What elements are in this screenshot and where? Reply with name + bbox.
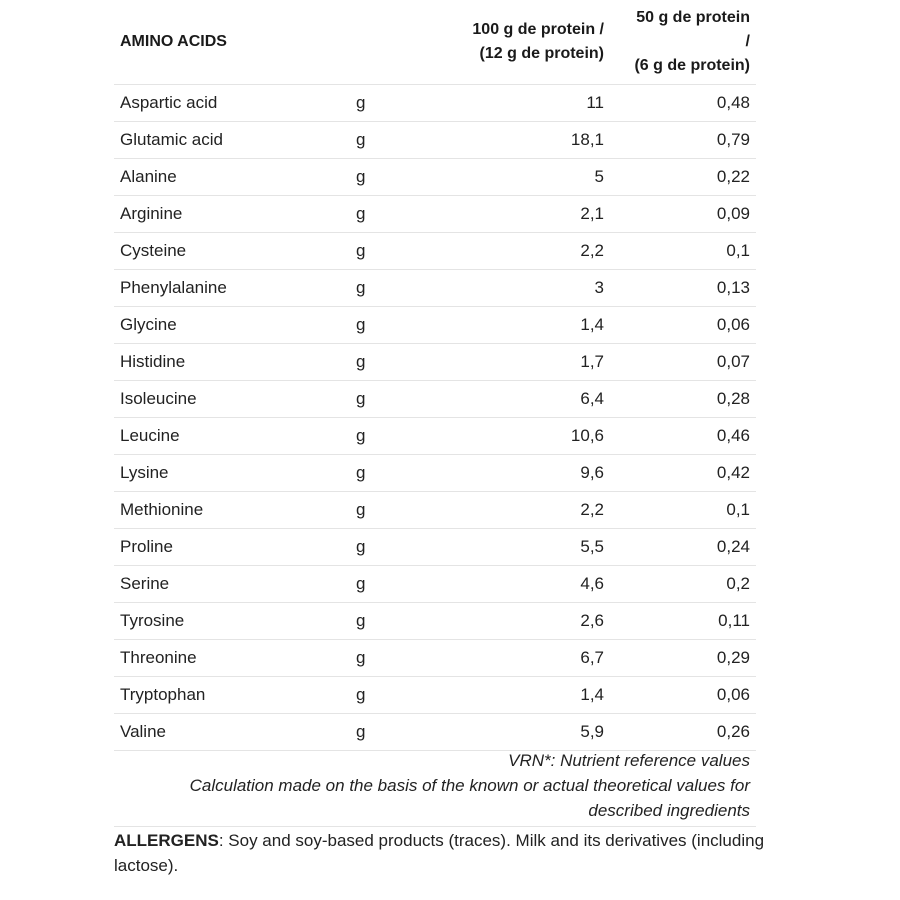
amino-acid-per-100g: 5,5 [414,529,610,566]
amino-acid-name: Aspartic acid [114,85,354,122]
amino-acid-per-50g: 0,46 [610,418,756,455]
header-per-50g-line2: / [745,33,750,50]
table-row [114,196,756,233]
amino-acid-per-50g: 0,28 [610,381,756,418]
table-row [114,566,756,603]
amino-acid-per-50g: 0,09 [610,196,756,233]
amino-acid-per-50g: 0,07 [610,344,756,381]
table-row [114,307,756,344]
amino-acid-unit: g [354,566,414,603]
header-per-100g-line1: 100 g de protein / [472,21,604,38]
allergens-label: ALLERGENS [114,831,219,850]
amino-acid-per-50g: 0,06 [610,307,756,344]
amino-acid-name: Glycine [114,307,354,344]
table-row [114,85,756,122]
table-row [114,492,756,529]
amino-acid-per-50g: 0,26 [610,714,756,751]
amino-acid-name: Alanine [114,159,354,196]
amino-acid-per-50g: 0,24 [610,529,756,566]
amino-acid-unit: g [354,159,414,196]
amino-acid-per-100g: 11 [414,85,610,122]
header-per-50g-line3: (6 g de protein) [634,57,750,74]
header-per-50g-line1: 50 g de protein [636,9,750,26]
amino-acid-per-100g: 5 [414,159,610,196]
amino-acid-per-100g: 1,4 [414,307,610,344]
amino-acids-table-wrapper [114,0,756,751]
footnotes-divider [114,826,756,827]
header-per-100g [414,0,610,85]
amino-acid-per-100g: 1,7 [414,344,610,381]
amino-acid-per-50g: 0,48 [610,85,756,122]
amino-acids-table [114,0,756,751]
amino-acid-unit: g [354,455,414,492]
amino-acid-unit: g [354,603,414,640]
amino-acid-unit: g [354,196,414,233]
table-row [114,381,756,418]
amino-acid-unit: g [354,307,414,344]
amino-acid-unit: g [354,270,414,307]
table-header [114,0,756,85]
table-row [114,603,756,640]
amino-acid-unit: g [354,677,414,714]
amino-acid-name: Valine [114,714,354,751]
table-body [114,85,756,751]
amino-acid-name: Isoleucine [114,381,354,418]
header-per-50g [610,0,756,85]
amino-acid-per-100g: 4,6 [414,566,610,603]
amino-acid-name: Threonine [114,640,354,677]
amino-acid-per-100g: 6,4 [414,381,610,418]
amino-acid-name: Cysteine [114,233,354,270]
table-row [114,344,756,381]
amino-acid-name: Arginine [114,196,354,233]
table-row [114,455,756,492]
table-row [114,270,756,307]
amino-acid-per-50g: 0,22 [610,159,756,196]
amino-acid-per-100g: 10,6 [414,418,610,455]
table-row [114,159,756,196]
amino-acid-name: Serine [114,566,354,603]
amino-acid-per-50g: 0,79 [610,122,756,159]
header-row [114,0,756,85]
amino-acid-unit: g [354,640,414,677]
amino-acid-name: Tryptophan [114,677,354,714]
amino-acid-per-100g: 3 [414,270,610,307]
table-row [114,714,756,751]
vrn-note: VRN*: Nutrient reference values [508,751,750,770]
amino-acid-per-50g: 0,1 [610,492,756,529]
allergens-statement [114,828,774,878]
amino-acid-per-100g: 5,9 [414,714,610,751]
amino-acid-name: Lysine [114,455,354,492]
amino-acid-name: Histidine [114,344,354,381]
amino-acid-per-100g: 6,7 [414,640,610,677]
amino-acid-name: Glutamic acid [114,122,354,159]
amino-acid-unit: g [354,344,414,381]
amino-acid-per-50g: 0,29 [610,640,756,677]
table-row [114,418,756,455]
calculation-note-line1: Calculation made on the basis of the known or actual theoretical values for [189,776,750,795]
table-row [114,122,756,159]
amino-acid-unit: g [354,122,414,159]
footnotes [114,748,750,823]
amino-acid-per-100g: 2,1 [414,196,610,233]
amino-acid-unit: g [354,233,414,270]
amino-acid-per-50g: 0,2 [610,566,756,603]
amino-acid-per-100g: 9,6 [414,455,610,492]
amino-acid-per-100g: 18,1 [414,122,610,159]
amino-acid-per-100g: 2,2 [414,492,610,529]
amino-acid-per-50g: 0,1 [610,233,756,270]
header-unit [354,0,414,85]
header-per-100g-line2: (12 g de protein) [479,45,604,62]
amino-acid-per-50g: 0,13 [610,270,756,307]
amino-acid-name: Proline [114,529,354,566]
calculation-note-line2: described ingredients [588,801,750,820]
amino-acid-name: Leucine [114,418,354,455]
amino-acid-per-50g: 0,11 [610,603,756,640]
amino-acid-unit: g [354,714,414,751]
table-row [114,640,756,677]
amino-acid-name: Phenylalanine [114,270,354,307]
amino-acid-per-50g: 0,42 [610,455,756,492]
amino-acid-per-100g: 2,6 [414,603,610,640]
amino-acid-unit: g [354,418,414,455]
allergens-text: : Soy and soy-based products (traces). Milk and its derivatives (including lactose). [114,831,765,875]
amino-acid-per-100g: 1,4 [414,677,610,714]
amino-acid-per-100g: 2,2 [414,233,610,270]
table-row [114,677,756,714]
amino-acid-name: Methionine [114,492,354,529]
amino-acid-name: Tyrosine [114,603,354,640]
amino-acid-unit: g [354,85,414,122]
amino-acid-unit: g [354,381,414,418]
amino-acid-unit: g [354,529,414,566]
header-amino-acids: AMINO ACIDS [114,0,354,85]
amino-acid-per-50g: 0,06 [610,677,756,714]
table-row [114,233,756,270]
table-row [114,529,756,566]
amino-acid-unit: g [354,492,414,529]
